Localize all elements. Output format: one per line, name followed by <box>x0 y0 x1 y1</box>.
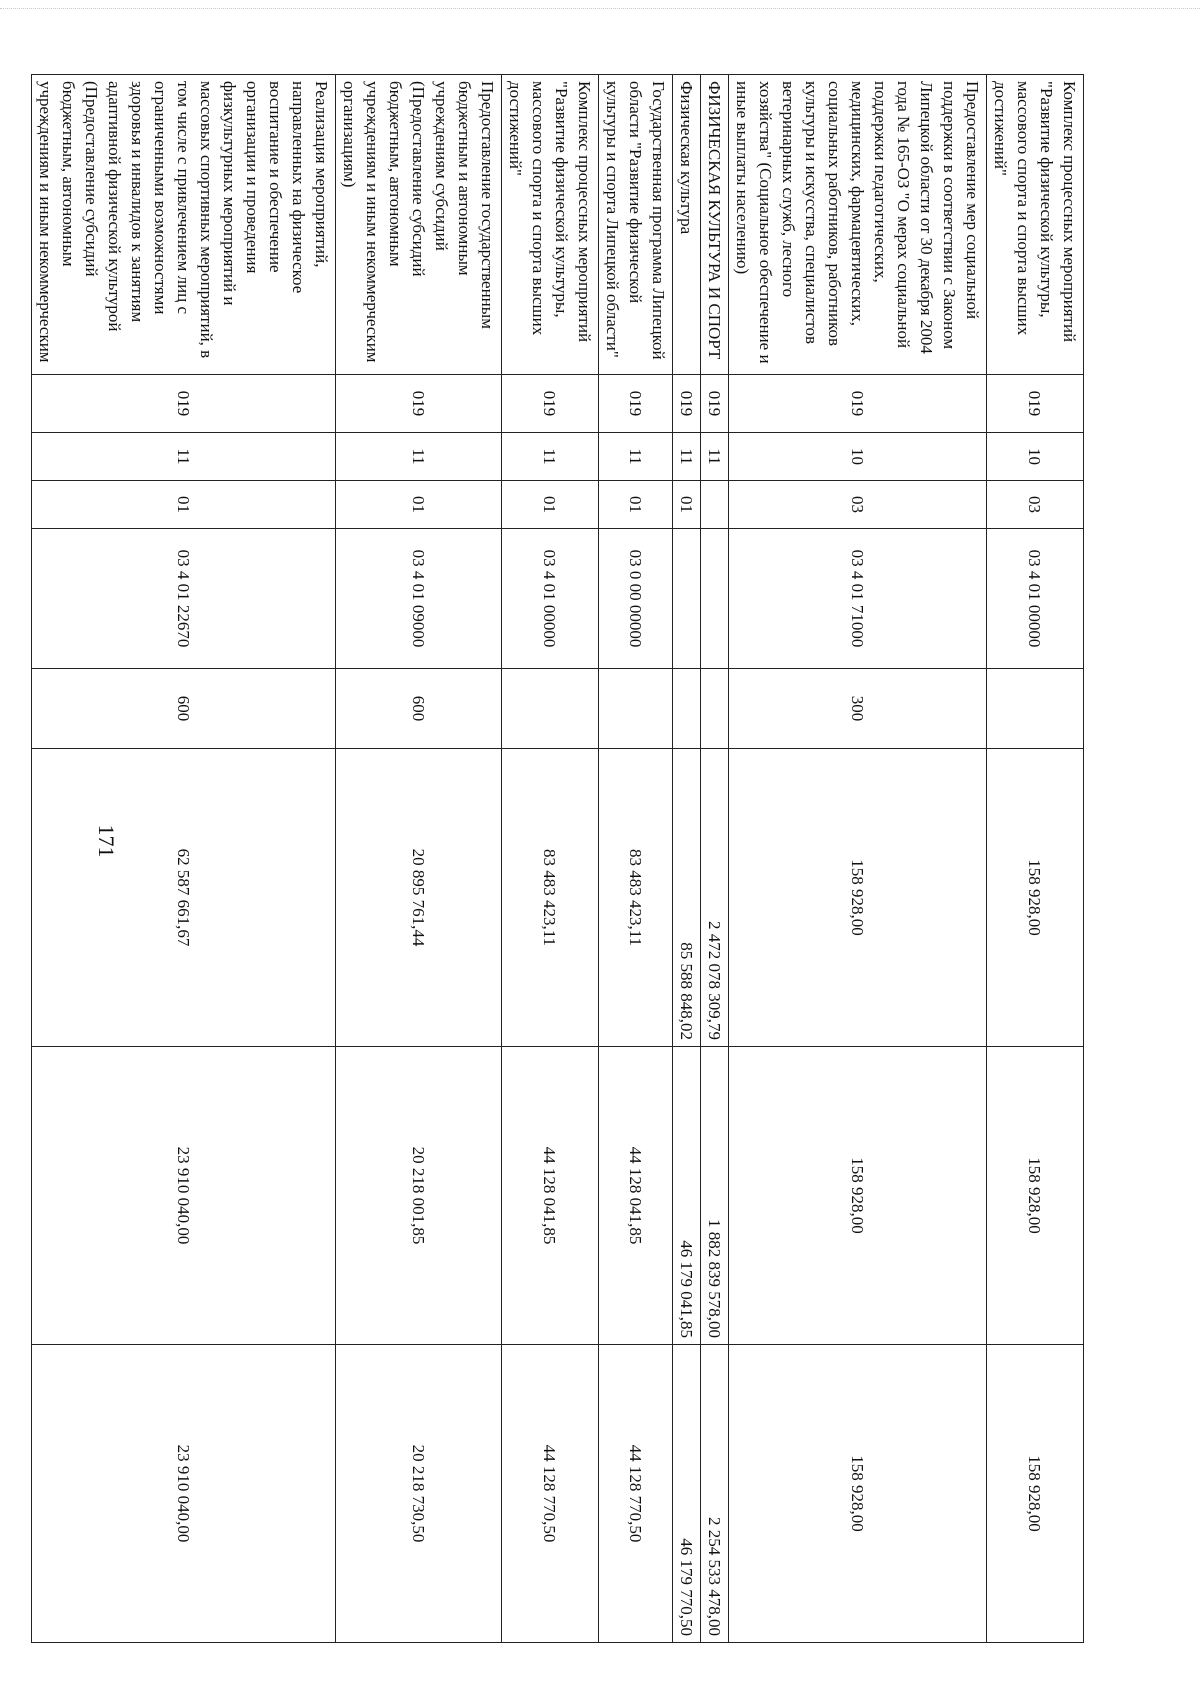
target-article <box>673 529 701 669</box>
row-name: Комплекс процессных мероприятий "Развитие физической культуры, массового спорта и спорта высших достижений" <box>502 75 599 375</box>
expense-type <box>673 669 701 749</box>
budget-table-rotated <box>36 74 1084 1642</box>
row-name: Государственная программа Липецкой области "Развитие физической культуры и спорта Липецкой области" <box>599 75 673 375</box>
amount-year-2: 44 128 041,85 <box>502 1047 599 1345</box>
section-code: 11 <box>599 433 673 481</box>
table-row <box>599 75 673 1643</box>
expense-type <box>599 669 673 749</box>
table-row <box>701 75 729 1643</box>
subsection-code: 01 <box>673 481 701 529</box>
section-code: 11 <box>502 433 599 481</box>
amount-year-2: 46 179 041,85 <box>673 1047 701 1345</box>
budget-table <box>31 74 1084 1643</box>
amount-year-1: 2 472 078 309,79 <box>701 749 729 1047</box>
target-article: 03 4 01 00000 <box>987 529 1084 669</box>
amount-year-2: 158 928,00 <box>729 1047 987 1345</box>
table-row <box>32 75 336 1643</box>
subsection-code: 03 <box>729 481 987 529</box>
admin-code: 019 <box>673 375 701 433</box>
section-code: 11 <box>32 433 336 481</box>
page-number: 171 <box>94 824 119 858</box>
amount-year-1: 83 483 423,11 <box>599 749 673 1047</box>
subsection-code: 01 <box>32 481 336 529</box>
section-code: 10 <box>987 433 1084 481</box>
expense-type <box>701 669 729 749</box>
admin-code: 019 <box>502 375 599 433</box>
subsection-code <box>701 481 729 529</box>
amount-year-3: 2 254 533 478,00 <box>701 1345 729 1643</box>
amount-year-2: 1 882 839 578,00 <box>701 1047 729 1345</box>
admin-code: 019 <box>32 375 336 433</box>
subsection-code: 01 <box>599 481 673 529</box>
expense-type <box>502 669 599 749</box>
subsection-code: 01 <box>502 481 599 529</box>
amount-year-1: 85 588 848,02 <box>673 749 701 1047</box>
row-name: Физическая культура <box>673 75 701 375</box>
target-article: 03 4 01 22670 <box>32 529 336 669</box>
amount-year-1: 158 928,00 <box>987 749 1084 1047</box>
expense-type: 600 <box>32 669 336 749</box>
target-article: 03 4 01 71000 <box>729 529 987 669</box>
section-code: 10 <box>729 433 987 481</box>
table-row <box>987 75 1084 1643</box>
amount-year-2: 158 928,00 <box>987 1047 1084 1345</box>
amount-year-1: 83 483 423,11 <box>502 749 599 1047</box>
target-article <box>701 529 729 669</box>
table-row <box>502 75 599 1643</box>
row-name: ФИЗИЧЕСКАЯ КУЛЬТУРА И СПОРТ <box>701 75 729 375</box>
admin-code: 019 <box>729 375 987 433</box>
amount-year-2: 44 128 041,85 <box>599 1047 673 1345</box>
amount-year-3: 46 179 770,50 <box>673 1345 701 1643</box>
target-article: 03 0 00 00000 <box>599 529 673 669</box>
admin-code: 019 <box>701 375 729 433</box>
section-code: 11 <box>673 433 701 481</box>
expense-type: 300 <box>729 669 987 749</box>
expense-type: 600 <box>336 669 502 749</box>
row-name: Предоставление государственным бюджетным и автономным учреждениям субсидий (Предоставление субсидий бюджетным, автономным учреждениям и иным некоммерческим организациям) <box>336 75 502 375</box>
section-code: 11 <box>701 433 729 481</box>
top-dotted-line <box>0 8 1200 9</box>
row-name: Предоставление мер социальной поддержки в соответствии с Законом Липецкой области от 30 декабря 2004 года № 165-ОЗ "О мерах социальной поддержки педагогических, медицинских, фармацевтических, социальных работников, работников культуры и искусства, специалистов ветеринарных служб, лесного хозяйства" (Социальное обеспечение и иные выплаты населению) <box>729 75 987 375</box>
amount-year-1: 20 895 761,44 <box>336 749 502 1047</box>
amount-year-3: 158 928,00 <box>987 1345 1084 1643</box>
target-article: 03 4 01 00000 <box>502 529 599 669</box>
amount-year-3: 23 910 040,00 <box>32 1345 336 1643</box>
target-article: 03 4 01 09000 <box>336 529 502 669</box>
amount-year-1: 62 587 661,67 <box>32 749 336 1047</box>
admin-code: 019 <box>599 375 673 433</box>
admin-code: 019 <box>336 375 502 433</box>
amount-year-3: 158 928,00 <box>729 1345 987 1643</box>
table-row <box>729 75 987 1643</box>
amount-year-2: 20 218 001,85 <box>336 1047 502 1345</box>
amount-year-1: 158 928,00 <box>729 749 987 1047</box>
table-row <box>336 75 502 1643</box>
table-row <box>673 75 701 1643</box>
amount-year-3: 44 128 770,50 <box>599 1345 673 1643</box>
row-name: Комплекс процессных мероприятий "Развитие физической культуры, массового спорта и спорта высших достижений" <box>987 75 1084 375</box>
subsection-code: 01 <box>336 481 502 529</box>
amount-year-2: 23 910 040,00 <box>32 1047 336 1345</box>
subsection-code: 03 <box>987 481 1084 529</box>
section-code: 11 <box>336 433 502 481</box>
expense-type <box>987 669 1084 749</box>
row-name: Реализация мероприятий, направленных на физическое воспитание и обеспечение организации и проведения физкультурных мероприятий и массовых спортивных мероприятий, в том числе с привлечением лиц с ограниченными возможностями здоровья и инвалидов к занятиям адаптивной физической культурой (Предоставление субсидий бюджетным, автономным учреждениям и иным некоммерческим <box>32 75 336 375</box>
amount-year-3: 44 128 770,50 <box>502 1345 599 1643</box>
admin-code: 019 <box>987 375 1084 433</box>
amount-year-3: 20 218 730,50 <box>336 1345 502 1643</box>
